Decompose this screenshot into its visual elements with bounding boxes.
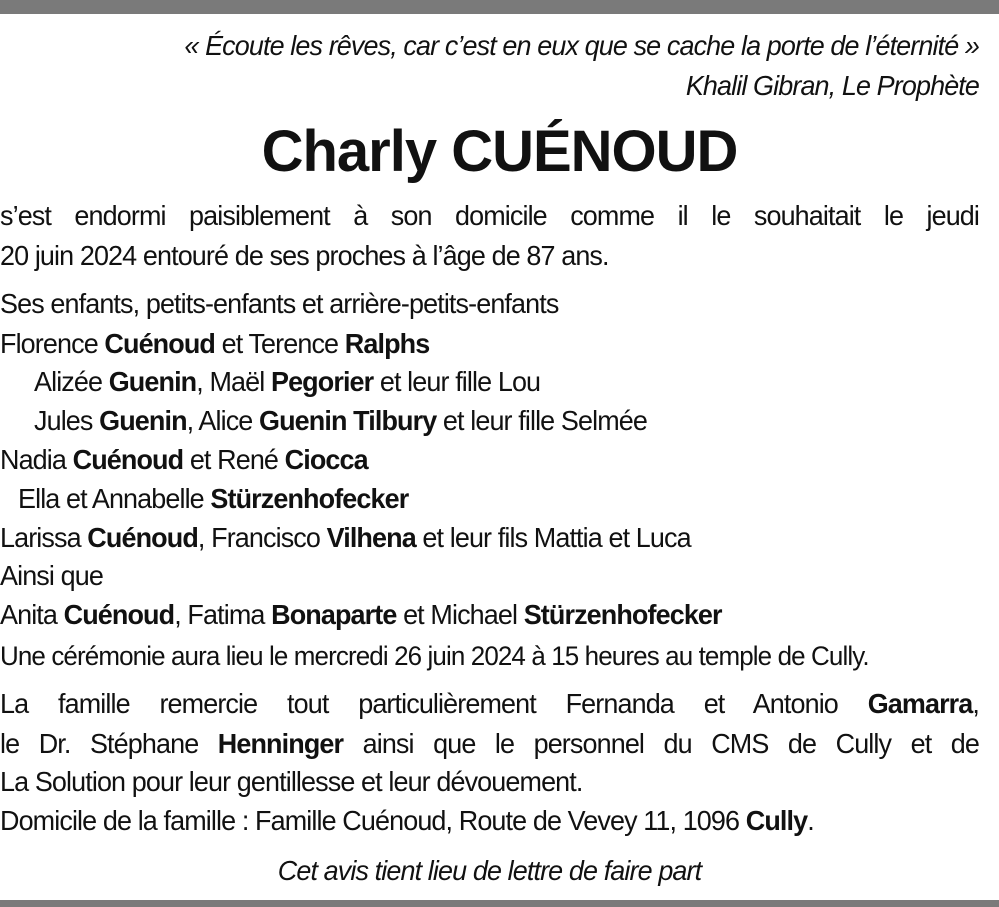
family-line <box>0 522 979 554</box>
epigraph-author: Khalil Gibran, Le Prophète <box>685 70 980 101</box>
surname: Gamarra <box>867 688 973 719</box>
thanks-line-3: La Solution pour leur gentillesse et leur dévouement. <box>0 766 583 797</box>
text: , Alice <box>186 405 260 436</box>
surname: Stürzenhofecker <box>210 483 409 514</box>
text: Ella et Annabelle <box>18 483 211 514</box>
text: le Dr. Stéphane <box>0 728 218 759</box>
footer-note: Cet avis tient lieu de lettre de faire part <box>277 855 702 886</box>
text: Domicile de la famille : Famille Cuénoud, Route de Vevey 11, 1096 <box>0 805 746 836</box>
top-rule <box>0 0 999 14</box>
text: Larissa <box>0 522 88 553</box>
family-line <box>18 483 997 515</box>
text: et leur fils Mattia et Luca <box>415 522 691 553</box>
text: Jules <box>34 405 100 436</box>
ainsi-que: Ainsi que <box>0 560 103 591</box>
surname: Guenin <box>108 366 197 397</box>
surname: Cuénoud <box>87 522 198 553</box>
bottom-rule <box>0 900 999 907</box>
text: , <box>972 688 980 719</box>
family-address <box>0 805 979 837</box>
town: Cully <box>745 805 808 836</box>
epigraph-quote: « Écoute les rêves, car c’est en eux que se cache la porte de l’éternité » <box>184 30 980 61</box>
intro-line-2: 20 juin 2024 entouré de ses proches à l’âge de 87 ans. <box>0 240 609 271</box>
surname: Cuénoud <box>63 599 175 630</box>
surname: Stürzenhofecker <box>523 599 722 630</box>
surname: Bonaparte <box>271 599 397 630</box>
thanks-line-2 <box>0 728 979 760</box>
text: Florence <box>0 328 105 359</box>
ceremony-notice: Une cérémonie aura lieu le mercredi 26 juin 2024 à 15 heures au temple de Cully. <box>0 641 869 671</box>
text: et leur fille Lou <box>373 366 541 397</box>
text: . <box>807 805 814 836</box>
text: , Maël <box>196 366 271 397</box>
surname: Cuénoud <box>72 444 184 475</box>
text: et René <box>183 444 285 475</box>
text: , Francisco <box>197 522 327 553</box>
family-line <box>0 599 979 631</box>
surname: Henninger <box>217 728 344 759</box>
family-line <box>34 366 999 398</box>
surname: Ralphs <box>344 328 430 359</box>
text: ainsi que le personnel du CMS de Cully et de <box>343 728 980 759</box>
text: et Terence <box>215 328 345 359</box>
family-line <box>0 444 979 476</box>
surname: Guenin <box>99 405 187 436</box>
surname: Guenin Tilbury <box>259 405 437 436</box>
text: Nadia <box>0 444 73 475</box>
thanks-line-1 <box>0 688 979 720</box>
intro-line-1: s’est endormi paisiblement à son domicile comme il le souhaitait le jeudi <box>0 200 980 231</box>
surname: Ciocca <box>284 444 368 475</box>
text: Anita <box>0 599 64 630</box>
family-line <box>0 328 979 360</box>
surname: Pegorier <box>270 366 374 397</box>
surname: Vilhena <box>326 522 416 553</box>
text: La famille remercie tout particulièrement Fernanda et Antonio <box>0 688 868 719</box>
text: et Michael <box>396 599 524 630</box>
text: et leur fille Selmée <box>436 405 647 436</box>
family-heading: Ses enfants, petits-enfants et arrière-petits-enfants <box>0 288 559 319</box>
deceased-name: Charly CUÉNOUD <box>261 119 738 184</box>
text: , Fatima <box>174 599 272 630</box>
family-line <box>34 405 999 437</box>
surname: Cuénoud <box>104 328 216 359</box>
text: Alizée <box>34 366 109 397</box>
